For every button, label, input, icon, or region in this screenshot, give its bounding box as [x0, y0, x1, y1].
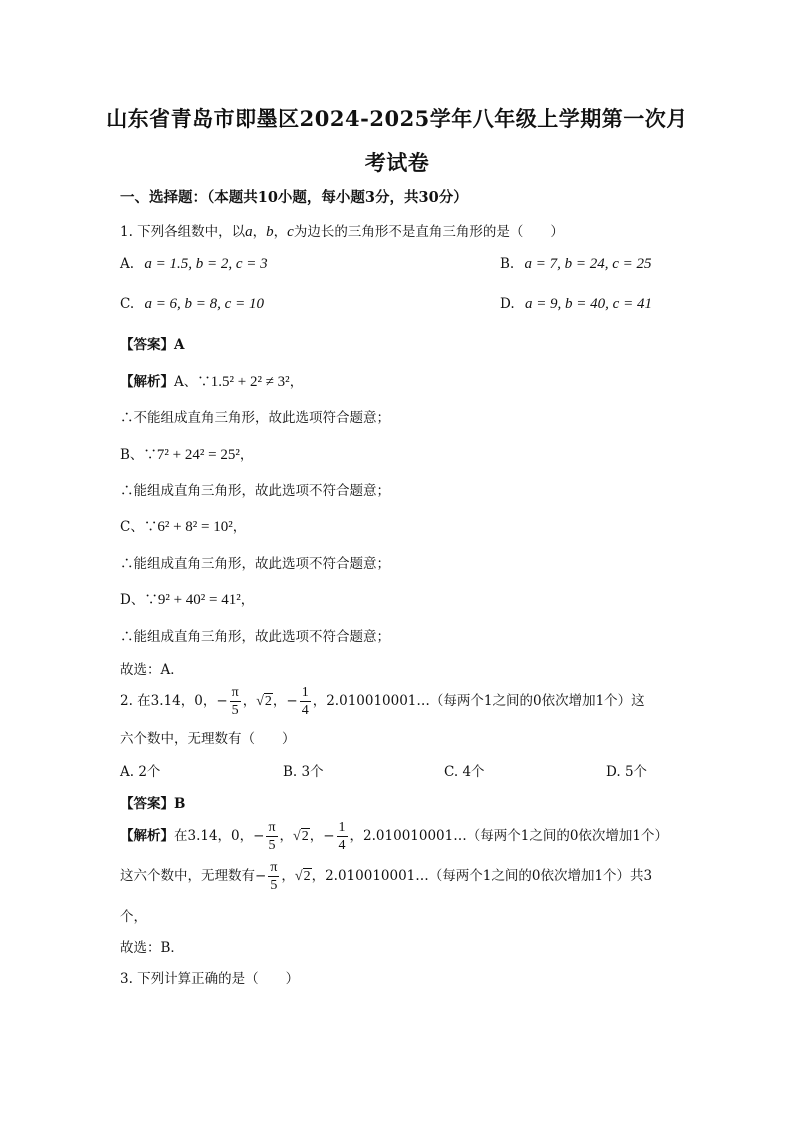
q2-analysis-line1	[120, 818, 668, 855]
q1-analysis-d-suffix: ，	[240, 592, 255, 608]
q2-analysis-line2	[120, 858, 652, 895]
q2-analysis-line2-post: 2.010010001…（每两个1之间的0依次增加1个）共3	[325, 868, 653, 884]
q1-analysis-d-conclusion: ∴能组成直角三角形，故此选项不符合题意；	[120, 629, 390, 645]
q2-answer-value: B	[174, 796, 186, 812]
q2-comma2: ，	[272, 693, 287, 709]
q2-neg-sign: −	[216, 693, 228, 709]
q2-analysis-pre: 在3.14，0，	[174, 828, 254, 844]
q1-option-b	[500, 256, 652, 273]
q1-option-c	[120, 296, 264, 313]
q1-option-d	[500, 296, 652, 313]
exam-title-line1: 山东省青岛市即墨区2024-2025学年八年级上学期第一次月	[106, 106, 688, 131]
q1-analysis-b-suffix: ，	[239, 447, 254, 463]
q2-analysis-frac2-den: 4	[338, 838, 346, 853]
q2-option-a-text: 2个	[138, 764, 161, 780]
q1-analysis-b-expr: 7² + 24² = 25²	[156, 447, 240, 463]
q1-option-a-expr: a = 1.5, b = 2, c = 3	[144, 256, 268, 272]
q1-analysis-label: 【解析】	[120, 374, 174, 390]
q2-analysis-label: 【解析】	[120, 828, 174, 844]
q1-analysis-d-prefix: D、∵	[120, 592, 158, 608]
q2-option-c-text: 4个	[462, 764, 485, 780]
q1-var-c: c	[287, 224, 294, 240]
q2-analysis-line2-sqrt-radicand: 2	[303, 869, 311, 884]
q2-frac-1-4	[300, 684, 311, 719]
q2-analysis-sqrt-radicand: 2	[301, 829, 309, 844]
q1-var-a: a	[245, 224, 253, 240]
q2-decimal: 2.010010001…（每两个1之间的0依次增加1个）这	[326, 693, 645, 709]
q2-sqrt-radicand: 2	[264, 694, 272, 709]
q1-analysis-b	[120, 443, 253, 464]
question-2-stem-line2: 六个数中，无理数有（ ）	[120, 731, 296, 747]
q2-option-d-text: 5个	[624, 764, 648, 780]
q2-stem-pre: 2. 在3.14，0，	[120, 693, 217, 709]
q1-option-d-expr: a = 9, b = 40, c = 41	[524, 296, 652, 312]
q2-analysis-comma2: ，	[309, 828, 324, 844]
q2-analysis-line2-neg: −	[255, 868, 267, 884]
q1-sep1: ，	[252, 224, 267, 240]
q2-final-choice: 故选：B．	[120, 940, 184, 956]
q1-analysis-c-expr: 6² + 8² = 10²	[157, 519, 233, 535]
q2-analysis-comma3: ，	[349, 828, 364, 844]
q1-option-a	[120, 256, 268, 273]
q2-sqrt2: √2	[256, 694, 272, 709]
q2-analysis-frac-num: π	[268, 820, 276, 835]
q1-analysis-a-suffix: ，	[289, 374, 304, 390]
q2-analysis-line2-frac-num: π	[270, 860, 278, 875]
q2-analysis-line2-comma1: ，	[281, 868, 295, 884]
q2-comma1: ，	[242, 693, 257, 709]
q2-analysis-neg: −	[253, 828, 265, 844]
q1-analysis-a-expr: 1.5² + 2² ≠ 3²	[210, 374, 290, 390]
q1-sep2: ，	[273, 224, 288, 240]
q1-stem-post: 为边长的三角形不是直角三角形的是（ ）	[293, 224, 564, 240]
q2-option-a-letter: A.	[120, 764, 135, 780]
q2-answer-label: 【答案】	[120, 796, 174, 812]
q1-option-a-letter: A.	[120, 256, 135, 272]
q1-option-d-letter: D.	[500, 296, 515, 312]
q1-option-b-expr: a = 7, b = 24, c = 25	[524, 256, 652, 272]
q2-option-d-letter: D.	[606, 764, 621, 780]
q1-analysis-c-conclusion: ∴能组成直角三角形，故此选项不符合题意；	[120, 556, 390, 572]
q2-analysis-line2-frac-den: 5	[270, 878, 278, 893]
q1-answer-label: 【答案】	[120, 337, 174, 353]
q1-analysis-c	[120, 515, 246, 536]
q2-analysis-line2-sqrt2: √2	[294, 869, 311, 884]
q1-final-choice: 故选：A．	[120, 662, 184, 678]
q1-analysis-b-prefix: B、∵	[120, 447, 157, 463]
q2-analysis-line2-pre: 这六个数中，无理数有	[120, 868, 255, 884]
q1-var-b: b	[266, 224, 274, 240]
q1-option-c-expr: a = 6, b = 8, c = 10	[144, 296, 264, 312]
q1-analysis-d	[120, 588, 254, 609]
q1-analysis-a	[120, 370, 303, 391]
q1-option-c-letter: C.	[120, 296, 135, 312]
q1-analysis-d-expr: 9² + 40² = 41²	[157, 592, 241, 608]
question-3-stem: 3. 下列计算正确的是（ ）	[120, 971, 300, 987]
q1-answer-value: A	[174, 337, 185, 353]
q2-frac-den: 5	[231, 703, 239, 718]
q2-option-d	[606, 760, 647, 780]
section-heading: 一、选择题：（本题共10小题，每小题3分，共30分）	[120, 189, 468, 206]
q2-option-b-text: 3个	[301, 764, 324, 780]
q2-frac-pi-5	[230, 684, 241, 719]
q2-neg-sign-2: −	[286, 693, 298, 709]
q1-analysis-b-conclusion: ∴能组成直角三角形，故此选项不符合题意；	[120, 483, 390, 499]
q2-analysis-frac-pi-5	[266, 819, 277, 854]
q1-analysis-a-prefix: A、∵	[174, 374, 211, 390]
q1-answer	[120, 333, 184, 353]
q1-analysis-c-prefix: C、∵	[120, 519, 158, 535]
q2-analysis-line2-comma2: ，	[311, 868, 326, 884]
q1-analysis-a-conclusion: ∴不能组成直角三角形，故此选项符合题意；	[120, 410, 390, 426]
q2-analysis-sqrt2: √2	[293, 829, 309, 844]
q1-stem-pre: 1. 下列各组数中，以	[120, 224, 246, 240]
q2-frac2-den: 4	[301, 703, 309, 718]
q2-option-a	[120, 760, 160, 780]
q2-analysis-line2-frac	[268, 859, 279, 894]
question-1-stem	[120, 220, 564, 241]
q2-analysis-frac-1-4	[337, 819, 348, 854]
q1-option-b-letter: B.	[500, 256, 515, 272]
q2-option-c-letter: C.	[444, 764, 459, 780]
q2-answer	[120, 792, 185, 812]
q2-analysis-line3: 个，	[120, 909, 147, 925]
q2-frac2-num: 1	[301, 685, 309, 700]
q2-analysis-decimal: 2.010010001…（每两个1之间的0依次增加1个）	[363, 828, 668, 844]
q1-analysis-c-suffix: ，	[232, 519, 247, 535]
exam-title-line2: 考试卷	[364, 150, 430, 175]
question-2-stem	[120, 683, 645, 720]
q2-analysis-neg-2: −	[323, 828, 335, 844]
q2-analysis-frac2-num: 1	[338, 820, 346, 835]
q2-analysis-frac-den: 5	[268, 838, 276, 853]
q2-option-b	[283, 760, 324, 780]
q2-comma3: ，	[312, 693, 327, 709]
q2-option-b-letter: B.	[283, 764, 298, 780]
q2-option-c	[444, 760, 485, 780]
q2-frac-num: π	[231, 685, 239, 700]
q2-analysis-comma1: ，	[279, 828, 294, 844]
